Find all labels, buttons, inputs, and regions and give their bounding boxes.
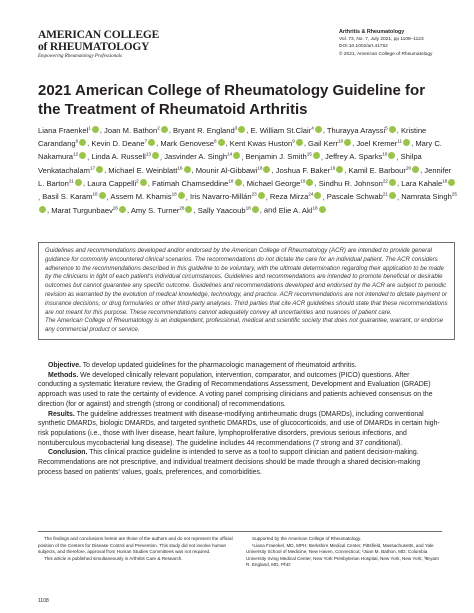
orcid-icon[interactable] <box>315 126 322 133</box>
author-affiliation-number: 18 <box>442 178 448 184</box>
article-title: 2021 American College of Rheumatology Guideline for the Treatment of Rheumatoid Arthritis <box>38 82 426 118</box>
orcid-icon[interactable] <box>79 139 86 146</box>
author-name: Michael E. Weinblatt <box>108 165 178 175</box>
author-affiliation-number: 3 <box>234 125 238 130</box>
author-affiliation-number: 19 <box>300 178 306 184</box>
author <box>173 126 246 135</box>
orcid-icon[interactable] <box>258 192 265 199</box>
author-name: Marat Turgunbaev <box>51 205 113 215</box>
author-name: Kristine Carandang <box>38 125 427 148</box>
author-affiliation-number: 15 <box>306 151 312 157</box>
author <box>198 206 260 215</box>
orcid-icon[interactable] <box>313 152 320 159</box>
orcid-icon[interactable] <box>389 126 396 133</box>
orcid-icon[interactable] <box>161 126 168 133</box>
author-affiliation-number: 14 <box>227 151 233 157</box>
author-name: Mary C. Nakamura <box>38 138 442 162</box>
author <box>356 139 411 148</box>
acr-logo <box>38 29 188 60</box>
orcid-icon[interactable] <box>412 166 419 173</box>
author <box>308 139 352 148</box>
abstract-results <box>38 410 442 449</box>
author-name: Benjamin J. Smith <box>245 152 307 162</box>
orcid-icon[interactable] <box>148 139 155 146</box>
conclusion-text: This clinical practice guideline is intended to serve as a tool to support clinician and patient decision-making. Recommendations are not prescriptive, and individual treatment decisions should be made through a shared decision-making process based on patients' values, goals, preferences, and comorbidities. <box>38 449 421 476</box>
orcid-icon[interactable] <box>99 192 106 199</box>
abstract <box>38 361 442 477</box>
orcid-icon[interactable] <box>296 139 303 146</box>
author-affiliation-number: 23 <box>251 191 257 197</box>
disclaimer-box <box>38 242 455 340</box>
page-number: 1108 <box>38 598 49 604</box>
author-affiliation-number: 9 <box>292 138 295 144</box>
author-name: Fatimah Chamseddine <box>151 178 229 188</box>
author-name: Mounir Al-Gibbawi <box>195 165 258 175</box>
author-affiliation-number: 7 <box>144 138 148 144</box>
author <box>349 166 421 175</box>
author-affiliation-number: 18 <box>228 178 234 184</box>
disclaimer-paragraph-1: Guidelines and recommendations developed and/or endorsed by the American College of Rheumatology (ACR) are intended to provide general guidance for commonly encountered clinical scenarios. The recommendations do not dictate the care for an individual patient. The ACR considers adherence to the recommendations described in this guideline to be voluntary, with the ultimate determination regarding their application to be made by the clinicians in light of each patient's individual circumstances. Guidelines and recommendations are intended to promote beneficial or desirable outcomes but cannot guarantee any specific outcome. Guidelines and recommendations developed and endorsed by the ACR are subject to periodic revision as warranted by the evolution of medical knowledge, technology, and practice. ACR recommendations are not intended to dictate payment or insurance decisions, or drug formularies or other third-party analyses. Third parties that cite ACR guidelines should state that these recommendations are not meant for this purpose. These recommendations cannot adequately convey all uncertainties and nuances of patient care. <box>45 247 448 316</box>
orcid-icon[interactable] <box>92 126 99 133</box>
author-affiliation-number: 26 <box>179 204 185 210</box>
orcid-icon[interactable] <box>263 166 270 173</box>
author <box>401 179 456 188</box>
author <box>279 206 327 215</box>
orcid-icon[interactable] <box>238 126 245 133</box>
author-name: Shilpa Venkatachalam <box>38 152 422 175</box>
author-affiliation-number: 22 <box>382 178 388 184</box>
orcid-icon[interactable] <box>233 152 240 159</box>
author <box>327 126 397 135</box>
author <box>319 179 397 188</box>
disclaimer-paragraph-2: The American College of Rheumatology is an independent, professional, medical and scientific society that does not guarantee, warrant, or endorse any commercial product or service. <box>45 317 444 334</box>
author-affiliation-number: 6 <box>75 138 79 144</box>
orcid-icon[interactable] <box>185 206 192 213</box>
author <box>250 126 322 135</box>
orcid-icon[interactable] <box>252 206 259 213</box>
orcid-icon[interactable] <box>178 192 185 199</box>
author-name: Jeffrey A. Sparks <box>325 152 383 162</box>
author-affiliation-number: 17 <box>89 164 96 170</box>
author-affiliation-number: 25 <box>451 191 457 197</box>
author-name: Linda A. Russell <box>91 152 146 162</box>
author <box>327 192 397 201</box>
author-affiliation-number: 10 <box>338 138 344 144</box>
journal-info <box>339 29 469 58</box>
author-name: Jasvinder A. Singh <box>164 152 228 162</box>
author-name: Iris Navarro-Millán <box>189 192 252 202</box>
orcid-icon[interactable] <box>75 179 82 186</box>
author-affiliation-number: 4 <box>311 125 314 130</box>
orcid-icon[interactable] <box>314 192 321 199</box>
footnote-affiliations: ¹Liana Fraenkel, MD, MPH: Berkshire Medical Center, Pittsfield, Massachusetts, and Yale University School of Medicine, New Haven, Connecticut; ²Joan M. Bathon, MD: Columbia University Irving Medical Center, New York Presbyterian Hospital, New York, New York; ³Bryant R. England, MD, PhD: <box>246 542 439 567</box>
author <box>110 192 185 201</box>
author-list: Liana Fraenkel$^1$ , Joan M. Bathon$^2$ , Bryant R. England$^3$ , E. William St.Clair$^4$ , Thurayya Arayssi$^5$ , Kristine Carandang$^6$ , Kevin D. Deane$^7$ , Mark Genovese$^8$ , Kent Kwas Huston$^9$ , Gail Kerr$^{10}$ , Joel Kremer$^{11}$ , Mary C. Nakamura$^{12}$ , Linda A. Russell$^{13}$ , Jasvinder A. Singh$^{14}$ , Benjamin J. Smith$^{15}$ , Jeffrey A. Sparks$^{16}$ , Shilpa Venkatachalam$^{17}$ , Michael E. Weinblatt$^{16}$ , Mounir Al-Gibbawi$^{18}$ , Joshua F. Baker$^{19}$ , Kamil E. Barbour$^{20}$ , Jennifer L. Barton$^{21}$ , Laura Cappelli$^2$ , Fatimah Chamseddine$^{18}$ , Michael George$^{19}$ , Sindhu R. Johnson$^{22}$ , Lara Kahale$^{18}$, Basil S. Karam$^{18}$ , Assem M. Khamis$^{18}$ , Iris Navarro-Millán$^{23}$ , Reza Mirza$^{24}$ , Pascale Schwab$^{21}$ , Namrata Singh$^{25}$, Marat Turgunbaev$^{26}$ , Amy S. Turner$^{26}$ , Sally Yaacoub$^{18}$ , and Elie A. Akl$^{18}$ <box>38 125 457 215</box>
author-affiliation-number: 18 <box>245 204 251 210</box>
author-affiliation-number: 8 <box>213 138 217 144</box>
author <box>131 206 194 215</box>
author <box>276 166 345 175</box>
logo-line-1: AMERICAN COLLEGE <box>38 29 160 41</box>
author <box>108 166 191 175</box>
author <box>270 192 323 201</box>
methods-label: Methods. <box>48 371 79 379</box>
author-affiliation-number: 13 <box>145 151 151 157</box>
orcid-icon[interactable] <box>39 206 46 213</box>
author-name: Kamil E. Barbour <box>348 165 406 175</box>
objective-label: Objective. <box>48 362 81 369</box>
abstract-objective <box>38 361 442 371</box>
author-name: Sally Yaacoub <box>197 205 246 215</box>
author-affiliation-number: 24 <box>308 191 314 197</box>
orcid-icon[interactable] <box>235 179 242 186</box>
results-text: The guideline addresses treatment with disease-modifying antirheumatic drugs (DMARDs), including conventional synthetic DMARDs, biologic DMARDs, and targeted synthetic DMARDs, use of glucocorticoids, and use of DMARDs in certain high-risk populations (i.e., those with liver disease, heart failure, lymphoproliferative disorders, previous serious infections, and nontuberculous mycobacterial lung disease). The guideline includes 44 recommendations (7 strong and 37 conditional). <box>38 410 440 447</box>
orcid-icon[interactable] <box>96 166 103 173</box>
author <box>51 206 127 215</box>
author-name: Thurayya Arayssi <box>326 125 386 135</box>
author <box>87 179 148 188</box>
author <box>42 192 106 201</box>
author <box>38 126 100 135</box>
author-name: Reza Mirza <box>269 192 309 202</box>
footnotes-left <box>38 536 234 562</box>
author <box>247 179 315 188</box>
orcid-icon[interactable] <box>218 139 225 146</box>
author-name: Michael George <box>246 178 301 188</box>
orcid-icon[interactable] <box>79 152 86 159</box>
journal-doi: DOI 10.1002/art.41752 <box>339 44 388 50</box>
logo-line-2: of RHEUMATOLOGY <box>38 41 150 53</box>
author <box>325 152 396 161</box>
author-name: Liana Fraenkel <box>38 125 89 135</box>
orcid-icon[interactable] <box>184 166 191 173</box>
orcid-icon[interactable] <box>336 166 343 173</box>
author-name: Mark Genovese <box>160 138 214 148</box>
footnote-divider <box>38 531 442 532</box>
author-affiliation-number: 18 <box>257 164 263 170</box>
author-name: Elie A. Akl <box>278 205 313 215</box>
footnote-support: Supported by the American College of Rheumatology. <box>252 536 362 541</box>
author-affiliation-number: 26 <box>112 204 118 210</box>
author-name: Lara Kahale <box>401 178 443 188</box>
author-affiliation-number: 16 <box>177 164 183 170</box>
conclusion-label: Conclusion. <box>48 449 88 457</box>
orcid-icon[interactable] <box>119 206 126 213</box>
author-affiliation-number: 21 <box>382 191 388 197</box>
orcid-icon[interactable] <box>389 179 396 186</box>
author-name: Kevin D. Deane <box>91 138 145 148</box>
author <box>152 179 243 188</box>
footnote-simultaneous-publication: This article is published simultaneously in Arthritis Care & Research. <box>44 555 183 561</box>
logo-tagline: Empowering Rheumatology Professionals <box>38 54 122 59</box>
author-affiliation-number: 12 <box>73 151 79 157</box>
journal-copyright: © 2021, American College of Rheumatology <box>339 51 433 57</box>
abstract-conclusion <box>38 448 442 477</box>
author <box>245 152 320 161</box>
author <box>160 139 225 148</box>
author-affiliation-number: 11 <box>397 138 403 144</box>
orcid-icon[interactable] <box>319 206 326 213</box>
author-affiliation-number: 19 <box>330 164 336 170</box>
author-name: Joan M. Bathon <box>104 125 158 135</box>
journal-volume: Vol. 73, No. 7, July 2021, pp 1108–1123 <box>339 37 424 43</box>
objective-text: To develop updated guidelines for the pharmacologic management of rheumatoid arthritis. <box>80 362 357 369</box>
abstract-methods <box>38 371 442 410</box>
author-affiliation-number: 1 <box>88 125 91 130</box>
author-affiliation-number: 18 <box>312 204 318 210</box>
author <box>91 152 160 161</box>
author-name: Namrata Singh <box>401 192 452 202</box>
journal-name: Arthritis & Rheumatology <box>339 29 405 35</box>
orcid-icon[interactable] <box>344 139 351 146</box>
author-name: Laura Cappelli <box>87 178 137 188</box>
orcid-icon[interactable] <box>306 179 313 186</box>
author-name: E. William St.Clair <box>250 125 312 135</box>
author-name: Joshua F. Baker <box>275 165 331 175</box>
author-name: Amy S. Turner <box>130 205 180 215</box>
author-name: Jennifer L. Barton <box>38 165 452 188</box>
author <box>104 126 169 135</box>
author <box>190 192 266 201</box>
author-affiliation-number: 21 <box>68 178 74 184</box>
author-affiliation-number: 2 <box>136 178 139 184</box>
author-name: Kent Kwas Huston <box>229 138 293 148</box>
author-affiliation-number: 20 <box>405 164 412 170</box>
author-name: Pascale Schwab <box>326 192 383 202</box>
author-name: Basil S. Karam <box>42 192 93 202</box>
footnotes-right <box>246 536 442 569</box>
orcid-icon[interactable] <box>388 152 395 159</box>
orcid-icon[interactable] <box>448 179 455 186</box>
author <box>196 166 272 175</box>
author-affiliation-number: 18 <box>92 191 98 197</box>
orcid-icon[interactable] <box>403 139 410 146</box>
author-name: Sindhu R. Johnson <box>318 178 383 188</box>
orcid-icon[interactable] <box>140 179 147 186</box>
author-affiliation-number: 2 <box>157 125 160 130</box>
author <box>91 139 156 148</box>
orcid-icon[interactable] <box>389 192 396 199</box>
orcid-icon[interactable] <box>152 152 159 159</box>
author-name: Bryant R. England <box>173 125 235 135</box>
author <box>164 152 241 161</box>
results-label: Results. <box>48 410 75 418</box>
author-affiliation-number: 18 <box>171 191 177 197</box>
author-name: Joel Kremer <box>356 138 398 148</box>
footnote-disclaimer: The findings and conclusions herein are those of the authors and do not represent the official position of the Centers for Disease Control and Prevention. This study did not involve human subjects, and therefore, approval from Human Studies Committees was not required. <box>38 536 233 554</box>
author <box>230 139 304 148</box>
author-affiliation-number: 16 <box>382 151 388 157</box>
author-affiliation-number: 5 <box>385 125 388 130</box>
methods-text: We developed clinically relevant population, intervention, comparator, and outcomes (PICO) questions. After conducting a systematic literature review, the Grading of Recommendations Assessment, Development and Evaluation (GRADE) approach was used to rate the certainty of evidence. A voting panel comprising clinicians and patients achieved consensus on the direction (for or against) and strength (strong or conditional) of recommendations. <box>38 371 433 408</box>
author-name: Gail Kerr <box>308 138 339 148</box>
author-name: Assem M. Khamis <box>110 192 172 202</box>
